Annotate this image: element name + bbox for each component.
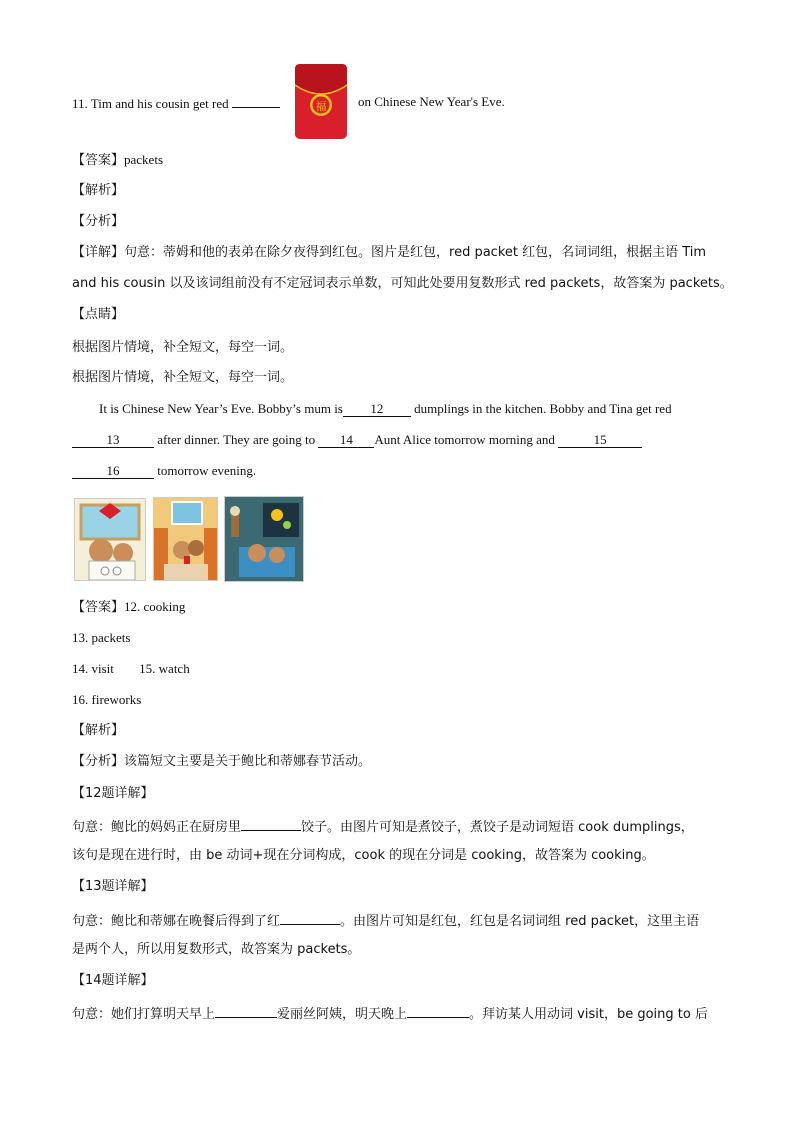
answers-line-12: [72, 597, 185, 618]
analysis-tag: 【解析】: [72, 183, 125, 198]
detail-14-line1: [72, 1002, 708, 1025]
passage-text: It is Chinese New Year’s Eve. Bobby’s mum is: [99, 401, 343, 416]
answer-12: 12. cooking: [124, 599, 186, 614]
answer-15: 15. watch: [139, 661, 190, 676]
fenxi-text: 该篇短文主要是关于鲍比和蒂娜春节活动。: [124, 754, 372, 769]
detail-text: 饺子。由图片可知是煮饺子，煮饺子是动词短语 cook dumplings，: [301, 820, 694, 835]
q11-text-after: on Chinese New Year's Eve.: [358, 94, 505, 109]
passage-line2: [72, 430, 642, 450]
picture-cooking: [74, 498, 146, 581]
blank-13: 13: [72, 432, 154, 448]
q11-answer: [72, 150, 163, 171]
dianjing-text: 根据图片情境，补全短文，每空一词。: [72, 340, 294, 355]
blank-line: [241, 815, 301, 831]
q11-detail-line2: and his cousin 以及该词组前没有不定冠词表示单数，可知此处要用复数形式 red packets，故答案为 packets。: [72, 276, 733, 291]
heading-12: 【12题详解】: [72, 786, 154, 801]
q11-detail-line1: [72, 243, 706, 263]
detail-text: 句意：鲍比的妈妈正在厨房里: [72, 820, 242, 835]
detail-text: 。由图片可知是红包，红包是名词词组 red packet，这里主语: [340, 914, 700, 929]
blank-15: 15: [558, 432, 642, 448]
dianjing-tag: 【点睛】: [72, 307, 125, 322]
answer-value: packets: [124, 152, 163, 167]
heading-13: 【13题详解】: [72, 879, 154, 894]
answer-tag: 【答案】: [72, 153, 125, 168]
detail-13-line1: [72, 909, 699, 932]
detail-text: 句意：她们打算明天早上: [72, 1007, 216, 1022]
blank-14: 14: [318, 432, 374, 448]
detail-text: 。拜访某人用动词 visit，be going to 后: [469, 1007, 708, 1022]
detail-text: 句意：蒂姆和他的表弟在除夕夜得到红包。图片是红包，red packet 红包，名词词组，根据主语 Tim: [124, 245, 707, 260]
answer-14: 14. visit: [72, 661, 114, 676]
red-packet-char: 福: [315, 100, 327, 113]
picture-red-packets: [153, 497, 218, 581]
passage-text: tomorrow evening.: [157, 463, 257, 478]
passage-text: after dinner. They are going to: [157, 432, 316, 447]
q11-text-before: 11. Tim and his cousin get red: [72, 96, 229, 111]
analysis-fenxi: [72, 752, 371, 772]
blank-line: [280, 909, 340, 925]
answer-tag: 【答案】: [72, 600, 125, 615]
detail-12-line1: [72, 815, 694, 838]
detail-text: 句意：鲍比和蒂娜在晚餐后得到了红: [72, 914, 281, 929]
answer-13: 13. packets: [72, 630, 131, 645]
detail-tag: 【详解】: [72, 245, 125, 260]
answers-line-14-15: [72, 659, 190, 679]
blank-line: [407, 1002, 469, 1018]
red-packet-icon: [294, 63, 348, 140]
q11-blank: [232, 92, 280, 108]
detail-text: 爱丽丝阿姨，明天晚上: [277, 1007, 408, 1022]
fenxi-tag: 【分析】: [72, 214, 125, 229]
detail-12-line2: 该句是现在进行时，由 be 动词+现在分词构成，cook 的现在分词是 cooking，故答案为 cooking。: [72, 848, 655, 863]
heading-14: 【14题详解】: [72, 973, 154, 988]
passage-text: Aunt Alice tomorrow morning and: [374, 432, 555, 447]
detail-13-line2: 是两个人，所以用复数形式，故答案为 packets。: [72, 942, 361, 957]
passage-line1: [99, 399, 672, 419]
passage-line3: [72, 461, 256, 481]
fenxi-tag: 【分析】: [72, 754, 125, 769]
passage-instruction: 根据图片情境，补全短文，每空一词。: [72, 370, 294, 385]
analysis-tag-2: 【解析】: [72, 723, 125, 738]
passage-text: dumplings in the kitchen. Bobby and Tina get red: [414, 401, 672, 416]
blank-16: 16: [72, 463, 154, 479]
answer-16: 16. fireworks: [72, 692, 142, 707]
picture-fireworks: [224, 496, 304, 582]
q11-question: [72, 92, 280, 114]
blank-line: [215, 1002, 277, 1018]
blank-12: 12: [343, 401, 411, 417]
